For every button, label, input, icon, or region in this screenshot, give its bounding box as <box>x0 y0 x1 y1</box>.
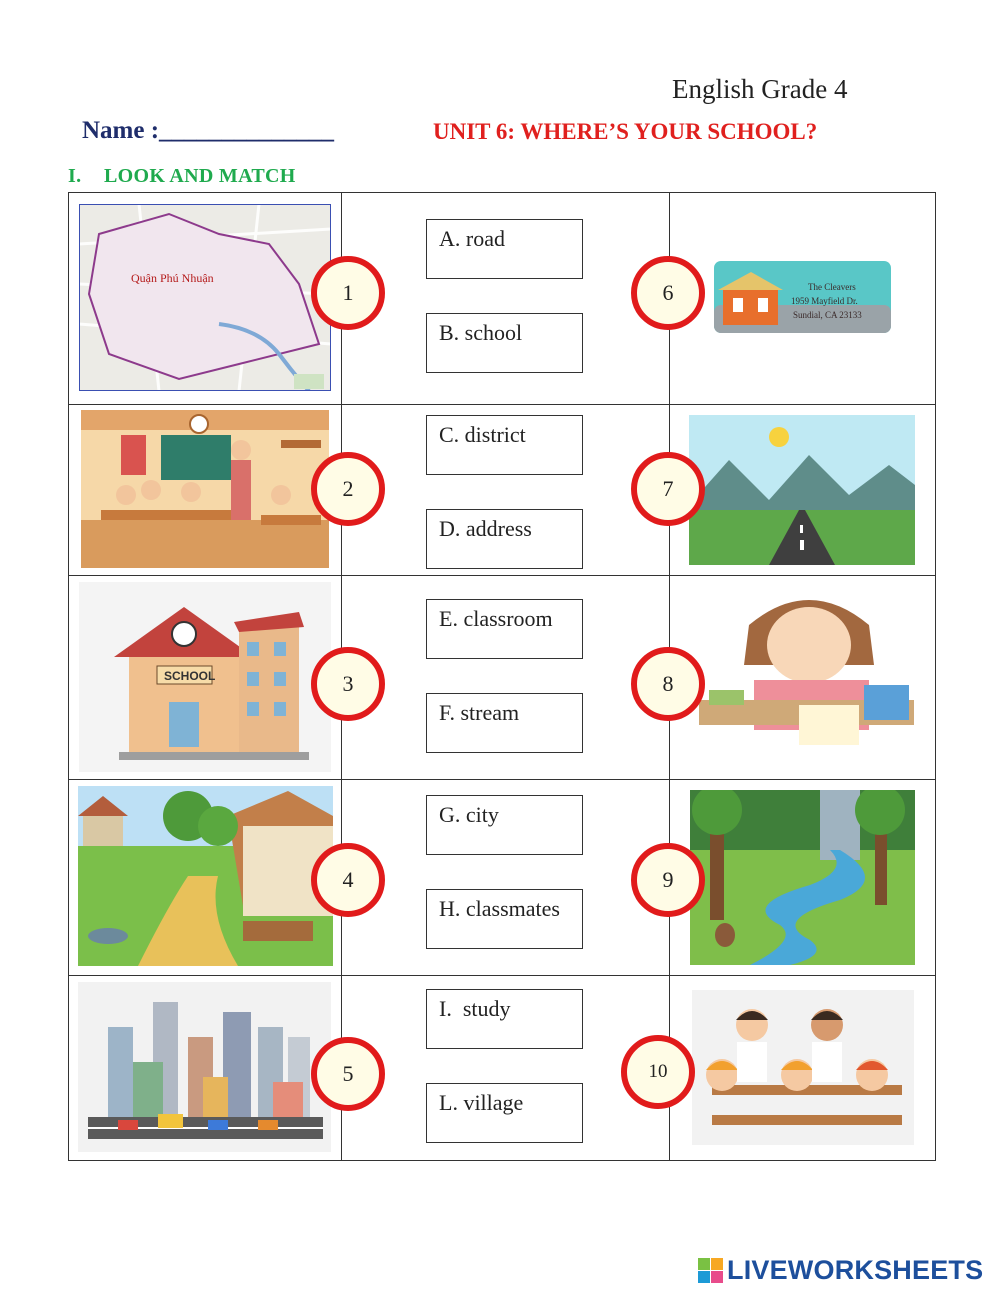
picture-number-badge: 7 <box>631 452 705 526</box>
picture-number-badge: 10 <box>621 1035 695 1109</box>
row-divider <box>68 404 936 405</box>
section-number: I. <box>68 165 82 187</box>
school-sign: SCHOOL <box>164 669 216 683</box>
row-divider <box>68 575 936 576</box>
row-divider <box>68 975 936 976</box>
school-building-image <box>79 582 331 772</box>
word-box[interactable]: I. study <box>426 989 583 1049</box>
village-image <box>78 786 333 966</box>
stream-image <box>690 790 915 965</box>
word-box[interactable]: H. classmates <box>426 889 583 949</box>
word-box[interactable]: G. city <box>426 795 583 855</box>
address-line-2: 1959 Mayfield Dr. <box>791 296 858 306</box>
address-line-1: The Cleavers <box>808 282 856 292</box>
word-box[interactable]: B. school <box>426 313 583 373</box>
unit-title: UNIT 6: WHERE’S YOUR SCHOOL? <box>433 119 818 144</box>
section-title: LOOK AND MATCH <box>104 165 296 187</box>
picture-number-badge: 6 <box>631 256 705 330</box>
name-field-label: Name :______________ <box>82 117 335 144</box>
section-heading <box>68 165 296 188</box>
address-label-image <box>713 260 893 335</box>
classroom-image <box>81 410 329 568</box>
map-label: Quận Phú Nhuận <box>131 271 214 285</box>
brand-text: LIVEWORKSHEETS <box>727 1255 984 1285</box>
word-box[interactable]: F. stream <box>426 693 583 753</box>
picture-number-badge: 9 <box>631 843 705 917</box>
study-image <box>699 585 914 751</box>
picture-number-badge: 4 <box>311 843 385 917</box>
district-map-image <box>79 204 331 391</box>
row-divider <box>68 779 936 780</box>
picture-number-badge: 3 <box>311 647 385 721</box>
classmates-image <box>692 990 914 1145</box>
liveworksheets-logo-icon <box>698 1258 723 1283</box>
picture-number-badge: 1 <box>311 256 385 330</box>
word-box[interactable]: A. road <box>426 219 583 279</box>
picture-number-badge: 5 <box>311 1037 385 1111</box>
road-image <box>689 415 915 565</box>
liveworksheets-brand <box>698 1255 983 1286</box>
city-image <box>78 982 331 1152</box>
grade-label: English Grade 4 <box>672 74 848 104</box>
address-line-3: Sundial, CA 23133 <box>793 310 862 320</box>
picture-number-badge: 8 <box>631 647 705 721</box>
match-table <box>68 192 936 1161</box>
word-box[interactable]: C. district <box>426 415 583 475</box>
word-box[interactable]: E. classroom <box>426 599 583 659</box>
picture-number-badge: 2 <box>311 452 385 526</box>
word-box[interactable]: L. village <box>426 1083 583 1143</box>
word-box[interactable]: D. address <box>426 509 583 569</box>
